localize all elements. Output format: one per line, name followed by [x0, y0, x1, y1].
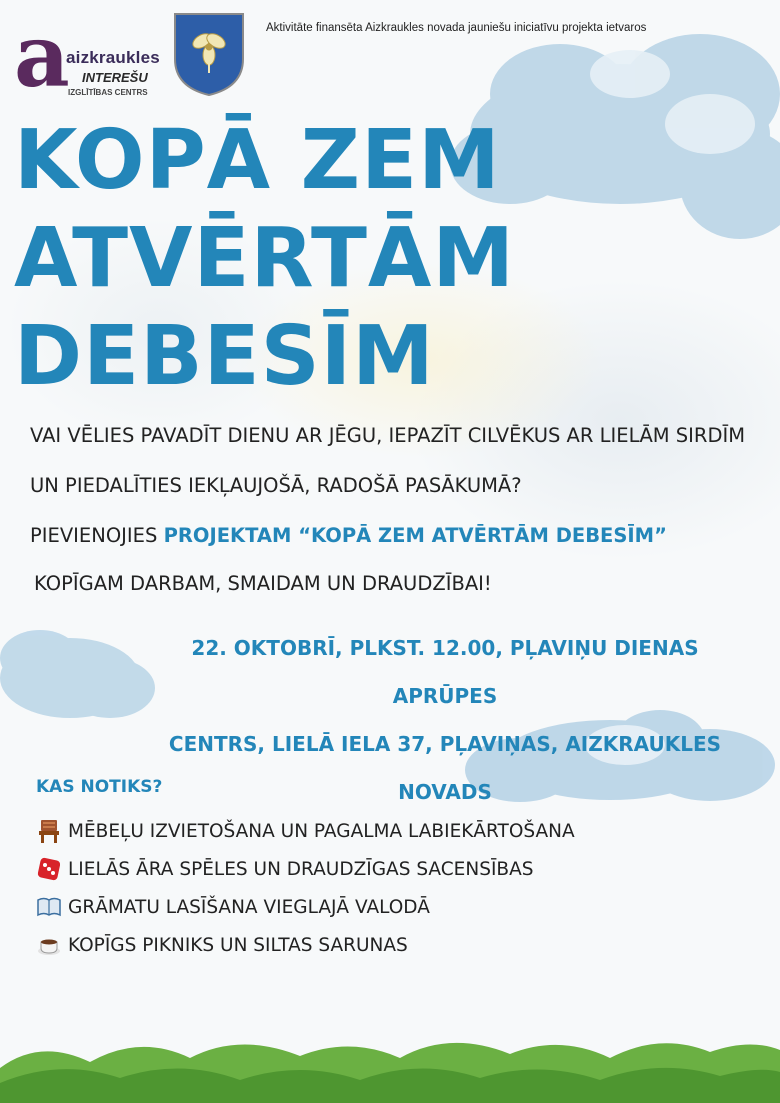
funding-note: Aktivitāte finansēta Aizkraukles novada jauniešu iniciatīvu projekta ietvaros [266, 22, 647, 34]
agenda-list [36, 812, 575, 964]
agenda-item-text: GRĀMATU LASĪŠANA VIEGLAJĀ VALODĀ [68, 896, 430, 918]
intro-line-3-prefix: PIEVIENOJIES [30, 524, 164, 547]
title-line-1: KOPĀ ZEM [14, 113, 501, 208]
chair-icon [36, 818, 62, 844]
coat-of-arms-icon [172, 11, 246, 97]
grass-footer [0, 1028, 780, 1103]
intro-line-4: KOPĪGAM DARBAM, SMAIDAM UN DRAUDZĪBAI! [34, 572, 492, 595]
list-item [36, 850, 575, 888]
agenda-item-text: LIELĀS ĀRA SPĒLES UN DRAUDZĪGAS SACENSĪBAS [68, 858, 534, 880]
intro-line-2: UN PIEDALĪTIES IEKĻAUJOŠĀ, RADOŠĀ PASĀKUMĀ? [30, 474, 522, 497]
poster-title [14, 112, 515, 406]
logo-letter-a: a [14, 6, 70, 107]
event-line-2: CENTRS, LIELĀ IELA 37, PĻAVIŅAS, AIZKRAUKLES NOVADS [168, 732, 722, 804]
agenda-item-text: MĒBEĻU IZVIETOŠANA UN PAGALMA LABIEKĀRTOŠANA [68, 820, 575, 842]
title-line-3: DEBESĪM [14, 309, 435, 404]
list-item [36, 888, 575, 926]
event-details [150, 624, 740, 816]
list-item [36, 926, 575, 964]
aizkraukles-interesu-logo [12, 6, 178, 107]
intro-line-3 [30, 524, 667, 547]
coffee-icon [36, 932, 62, 958]
title-line-2: ATVĒRTĀM [14, 211, 515, 306]
agenda-heading: KAS NOTIKS? [36, 777, 163, 797]
logo-line-2: INTEREŠU [82, 70, 148, 85]
dice-icon [36, 856, 62, 882]
book-icon [36, 894, 62, 920]
cloud-left [0, 618, 160, 728]
agenda-item-text: KOPĪGS PIKNIKS UN SILTAS SARUNAS [68, 934, 408, 956]
project-name-highlight: PROJEKTAM “KOPĀ ZEM ATVĒRTĀM DEBESĪM” [163, 524, 667, 547]
event-line-1: 22. OKTOBRĪ, PLKST. 12.00, PĻAVIŅU DIENAS APRŪPES [191, 636, 699, 708]
logo-line-1: aizkraukles [66, 48, 160, 67]
list-item [36, 812, 575, 850]
intro-line-1: VAI VĒLIES PAVADĪT DIENU AR JĒGU, IEPAZĪT CILVĒKUS AR LIELĀM SIRDĪM [30, 424, 746, 447]
logo-line-3: IZGLĪTĪBAS CENTRS [68, 88, 148, 97]
